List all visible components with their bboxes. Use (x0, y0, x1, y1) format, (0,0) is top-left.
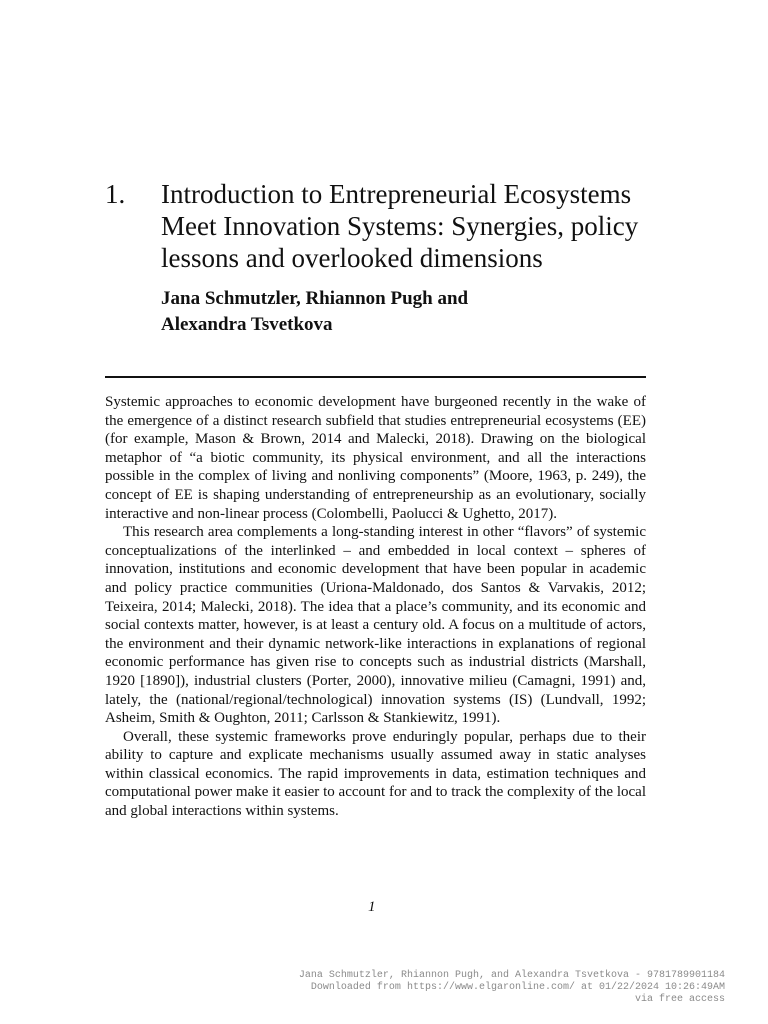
chapter-heading (105, 178, 665, 338)
authors-line-2: Alexandra Tsvetkova (161, 314, 333, 335)
footer-line-download: Downloaded from https://www.elgaronline.com/ at 01/22/2024 10:26:49AM (310, 982, 725, 993)
page-number: 1 (368, 899, 376, 915)
chapter-title: Introduction to Entrepreneurial Ecosystems Meet Innovation Systems: Synergies, policy lessons and overlooked dimensions (161, 179, 639, 273)
paragraph: Systemic approaches to economic development have burgeoned recently in the wake of the emergence of a distinct research subfield that studies entrepreneurial ecosystems (EE) (for example, Mason & Brown, 2014 and Malecki, 2018). Drawing on the biological metaphor of “a biotic community, its physical environment, and all the interactions possible in the complex of living and nonliving components” (Moore, 1963, p. 249), the concept of EE is shaping understanding of entrepreneurship as an evolutionary, socially interactive and non-linear process (Colombelli, Paolucci & Ughetto, 2017). (105, 394, 646, 522)
footer-line-citation: Jana Schmutzler, Rhiannon Pugh, and Alexandra Tsvetkova - 9781789901184 (298, 970, 725, 981)
authors-line-1: Jana Schmutzler, Rhiannon Pugh and (161, 288, 469, 309)
paragraph: Overall, these systemic frameworks prove enduringly popular, perhaps due to their ability to capture and explicate mechanisms usually assumed away in static analyses within classical economics. The rapid improvements in data, estimation techniques and computational power make it easier to account for and to track the complexity of the local and global interactions within systems. (105, 728, 646, 820)
body-text (105, 393, 646, 821)
chapter-number: 1. (105, 179, 126, 209)
download-footer (299, 970, 725, 1006)
chapter-authors (161, 286, 665, 338)
chapter-title-block (105, 178, 665, 274)
paragraph: This research area complements a long-standing interest in other “flavors” of systemic conceptualizations of the interlinked – and embedded in local context – spheres of innovation, institutions and economic development that have been popular in academic and policy practice communities (Uriona-Maldonado, dos Santos & Varvakis, 2012; Teixeira, 2014; Malecki, 2018). The idea that a place’s community, and its economic and social contexts matter, however, is at least a century old. A focus on a multitude of actors, the environment and their dynamic network-like interactions in explanations of regional economic performance has given rise to concepts such as industrial districts (Marshall, 1920 [1890]), industrial clusters (Porter, 2000), innovative milieu (Camagni, 1991) and, lately, the (national/regional/technological) innovation systems (IS) (Lundvall, 1992; Asheim, Smith & Oughton, 2011; Carlsson & Stankiewitz, 1991). (105, 524, 646, 727)
footer-line-access: via free access (634, 994, 725, 1005)
heading-divider (105, 376, 646, 378)
